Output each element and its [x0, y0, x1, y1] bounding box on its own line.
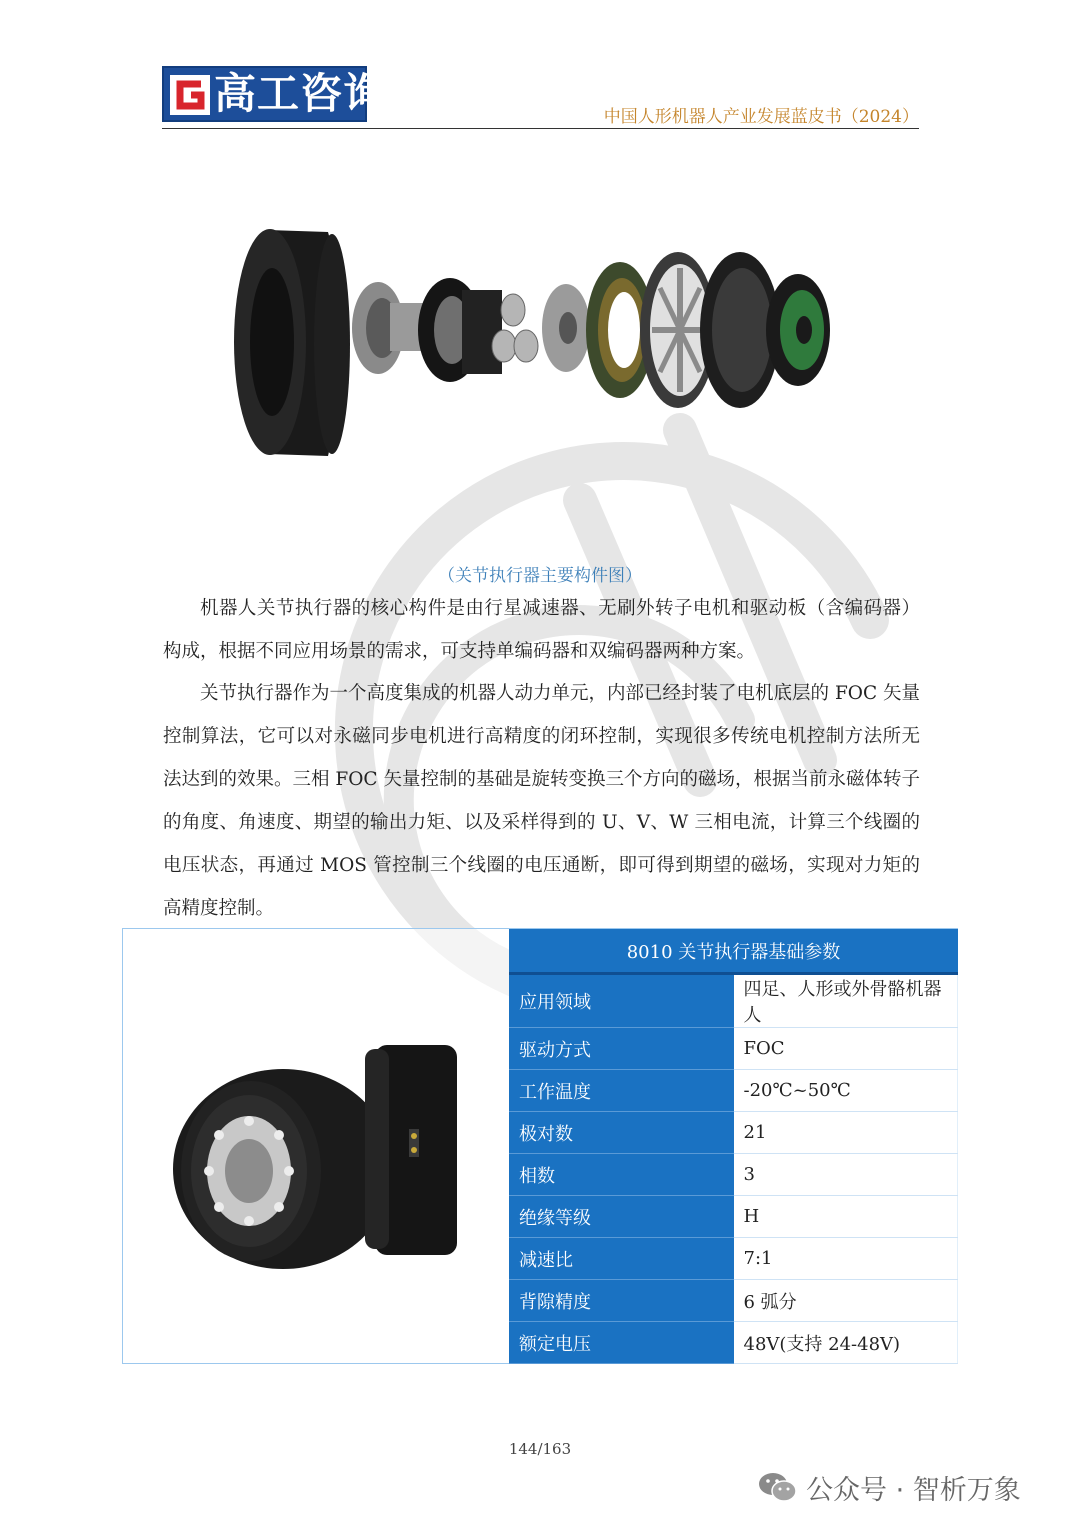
housing-part [234, 229, 350, 456]
actuator-photo [153, 1039, 493, 1289]
spec-label: 应用领域 [509, 974, 734, 1028]
spec-table [509, 929, 958, 1364]
report-title: 中国人形机器人产业发展蓝皮书（2024） [603, 107, 919, 127]
header-divider [162, 128, 919, 129]
spec-label: 相数 [509, 1154, 734, 1196]
table-row [509, 1154, 958, 1196]
table-row [509, 1112, 958, 1154]
sun-gear-plate-part [542, 284, 590, 372]
spec-value: 21 [734, 1112, 959, 1154]
table-row [509, 974, 958, 1028]
exploded-actuator-illustration [228, 218, 838, 468]
actuator-front-view [173, 1069, 393, 1269]
spec-value: 48V(支持 24-48V) [734, 1322, 959, 1364]
ring-gear-part [418, 278, 502, 382]
spec-value: -20℃~50℃ [734, 1070, 959, 1112]
company-logo [162, 66, 387, 122]
logo-text: 高工咨询 [214, 69, 387, 118]
spec-value: 6 弧分 [734, 1280, 959, 1322]
table-row [509, 1028, 958, 1070]
spec-value: 四足、人形或外骨骼机器人 [734, 974, 959, 1028]
spec-label: 额定电压 [509, 1322, 734, 1364]
spec-label: 工作温度 [509, 1070, 734, 1112]
account-name: 公众号 · 智析万象 [806, 1475, 1021, 1506]
spec-label: 极对数 [509, 1112, 734, 1154]
spec-value: FOC [734, 1028, 959, 1070]
page-header [162, 66, 919, 130]
spec-value: 7:1 [734, 1238, 959, 1280]
table-row [509, 1280, 958, 1322]
body-paragraph-2: 关节执行器作为一个高度集成的机器人动力单元，内部已经封装了电机底层的 FOC 矢量控制算法，它可以对永磁同步电机进行高精度的闭环控制，实现很多传统电机控制方法所无法达到的效果。三相 FOC 矢量控制的基础是旋转变换三个方向的磁场，根据当前永磁体转子的角度、角速度、期望的输出力矩、以及采样得到的 U、V、W 三相电流，计算三个线圈的电压状态，再通过 MOS 管控制三个线圈的电压通断，即可得到期望的磁场，实现对力矩的高精度控制。 [163, 683, 920, 919]
spec-label: 减速比 [509, 1238, 734, 1280]
table-row [509, 1070, 958, 1112]
g-logo-icon [170, 75, 210, 115]
page-number: 144/163 [508, 1440, 572, 1458]
drive-board-part [766, 274, 830, 386]
spec-label: 驱动方式 [509, 1028, 734, 1070]
spec-panel [122, 928, 958, 1364]
spec-label: 绝缘等级 [509, 1196, 734, 1238]
spec-value: 3 [734, 1154, 959, 1196]
figure-caption: （关节执行器主要构件图） [438, 566, 642, 586]
actuator-side-view [365, 1045, 457, 1255]
spec-table-title: 8010 关节执行器基础参数 [509, 929, 958, 974]
planet-carrier-part [352, 282, 426, 374]
table-row [509, 1196, 958, 1238]
spec-value: H [734, 1196, 959, 1238]
body-paragraph-1: 机器人关节执行器的核心构件是由行星减速器、无刷外转子电机和驱动板（含编码器）构成，根据不同应用场景的需求，可支持单编码器和双编码器两种方案。 [163, 598, 920, 662]
table-row [509, 1238, 958, 1280]
table-row [509, 1322, 958, 1364]
spec-label: 背隙精度 [509, 1280, 734, 1322]
wechat-icon [758, 1470, 798, 1504]
